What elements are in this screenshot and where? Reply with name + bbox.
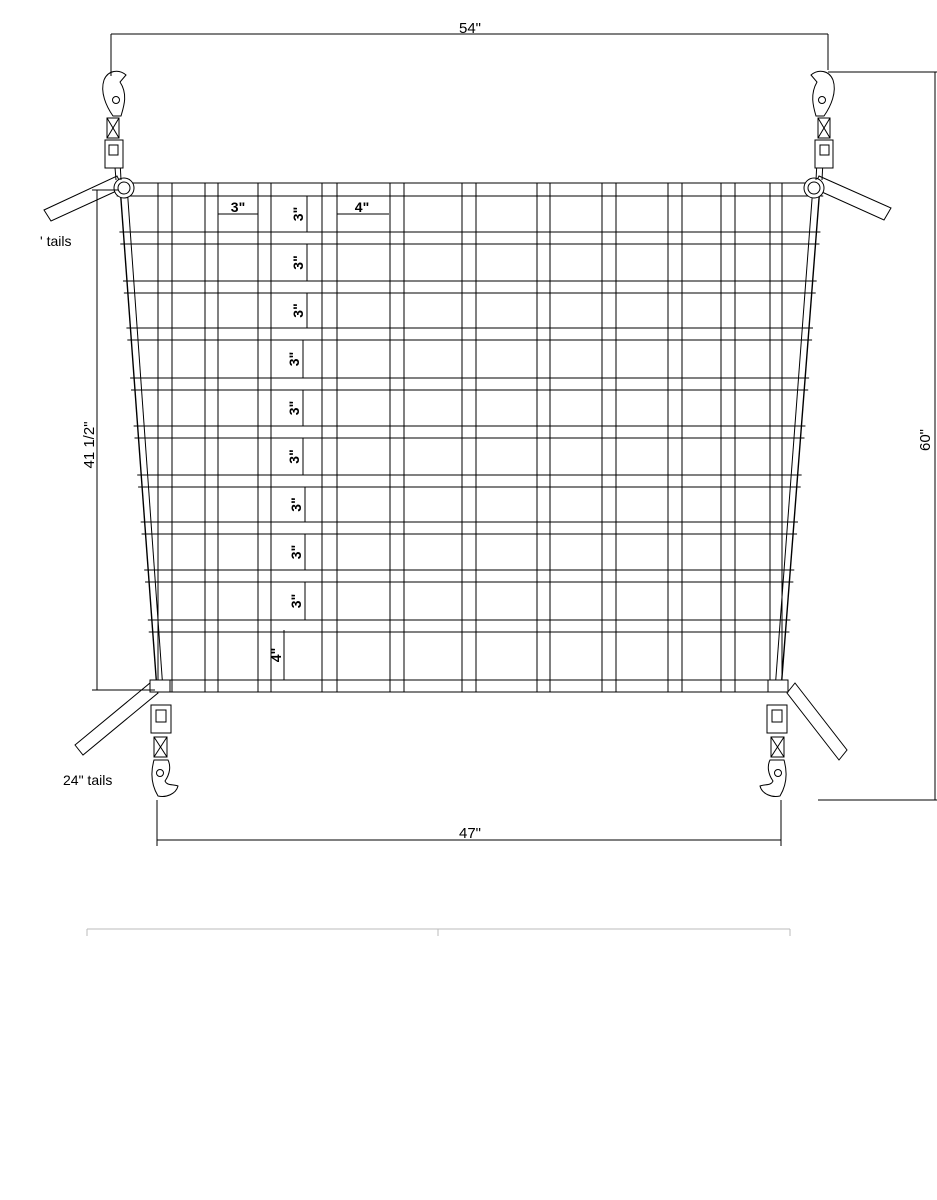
dim-overall-height: 60" <box>917 428 934 452</box>
net-body <box>116 183 824 692</box>
tail-strap-top-right <box>813 176 891 220</box>
dim-cell-width: 3" <box>230 199 246 215</box>
note-bottom-tails: 24" tails <box>63 772 113 788</box>
note-top-tails: ' tails <box>40 233 72 249</box>
hardware-bottom-right <box>760 680 847 797</box>
row-spacing-label-0: 3" <box>290 206 306 222</box>
row-spacing-label-8: 3" <box>288 593 304 609</box>
row-spacing-label-7: 3" <box>288 544 304 560</box>
snap-hook-icon <box>811 71 834 116</box>
dim-top-width: 54" <box>458 20 482 37</box>
row-spacing-label-6: 3" <box>288 497 304 512</box>
row-spacing-label-5: 3" <box>286 449 302 464</box>
dim-bottom-row-spacing: 4" <box>268 647 284 663</box>
row-spacing-label-3: 3" <box>286 351 302 367</box>
snap-hook-icon <box>103 71 126 116</box>
tail-strap-top-left <box>44 176 123 221</box>
tail-strap-bottom-right <box>787 683 847 760</box>
row-spacing-label-2: 3" <box>290 303 306 318</box>
dim-net-height: 41 1/2" <box>81 421 98 469</box>
hardware-top-right <box>804 71 891 220</box>
net-horizontal-straps <box>116 183 824 692</box>
dim-cell-width-wide: 4" <box>354 199 370 215</box>
dimension-lines <box>92 34 937 846</box>
row-spacing-label-4: 3" <box>286 400 302 416</box>
tail-strap-bottom-left <box>75 683 158 755</box>
snap-hook-icon <box>152 760 178 797</box>
dim-bottom-width: 47" <box>458 825 482 842</box>
snap-hook-icon <box>760 760 786 797</box>
title-block-border <box>87 929 790 936</box>
row-spacing-label-1: 3" <box>290 255 306 270</box>
